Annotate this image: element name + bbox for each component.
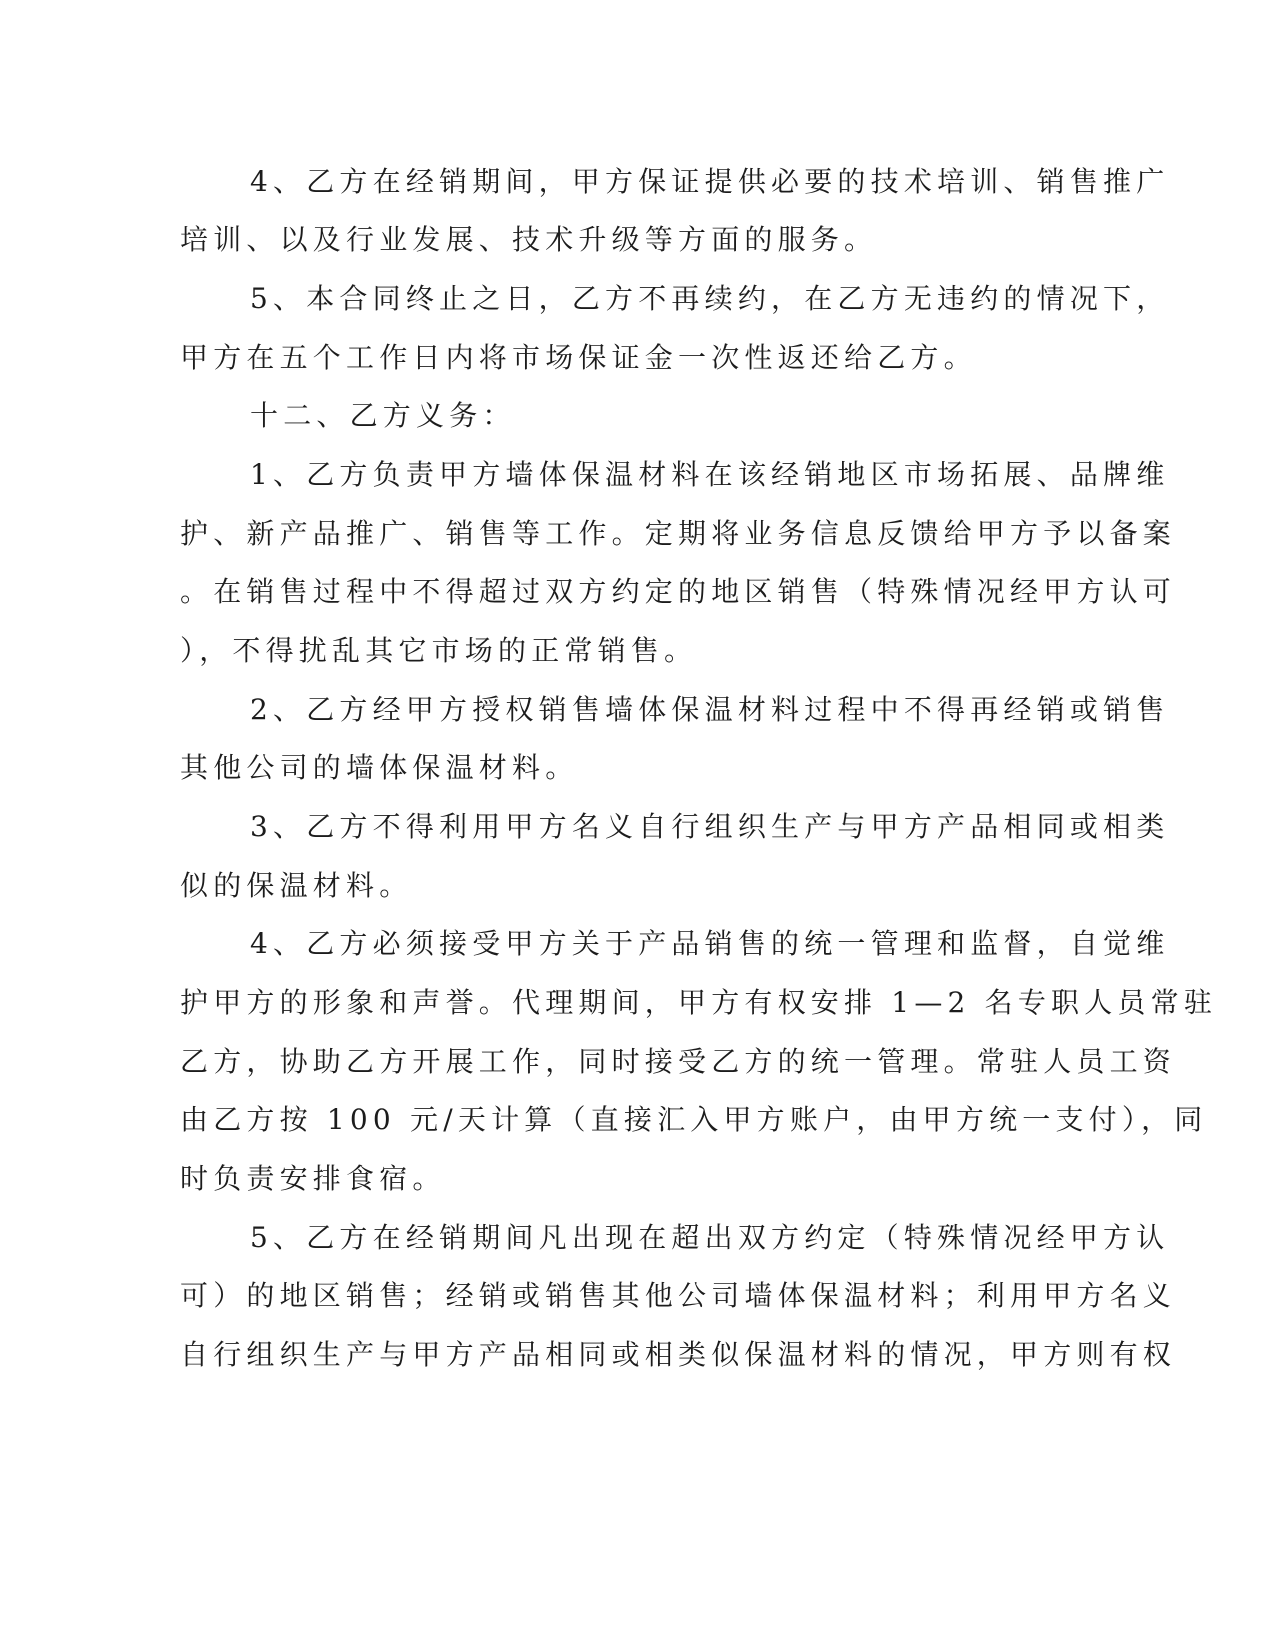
text-line: 5、乙方在经销期间凡出现在超出双方约定（特殊情况经甲方认 — [250, 1221, 1170, 1254]
text-line: 4、乙方必须接受甲方关于产品销售的统一管理和监督，自觉维 — [250, 927, 1170, 960]
text-line: 。在销售过程中不得超过双方约定的地区销售（特殊情况经甲方认可 — [180, 575, 1177, 608]
text-line: 3、乙方不得利用甲方名义自行组织生产与甲方产品相同或相类 — [250, 810, 1170, 843]
text-line: 由乙方按 100 元/天计算（直接汇入甲方账户，由甲方统一支付），同 — [180, 1103, 1208, 1136]
text-line: 其他公司的墙体保温材料。 — [180, 751, 579, 784]
text-line: 5、本合同终止之日，乙方不再续约，在乙方无违约的情况下， — [250, 282, 1170, 315]
text-line: 时负责安排食宿。 — [180, 1162, 446, 1195]
text-line: 1、乙方负责甲方墙体保温材料在该经销地区市场拓展、品牌维 — [250, 458, 1170, 491]
section-heading: 十二、乙方义务： — [250, 399, 516, 432]
text-line: 自行组织生产与甲方产品相同或相类似保温材料的情况，甲方则有权 — [180, 1338, 1177, 1371]
text-line: 护、新产品推广、销售等工作。定期将业务信息反馈给甲方予以备案 — [180, 517, 1177, 550]
text-line: 乙方，协助乙方开展工作，同时接受乙方的统一管理。常驻人员工资 — [180, 1045, 1177, 1078]
text-line: 甲方在五个工作日内将市场保证金一次性返还给乙方。 — [180, 341, 977, 374]
text-line: ），不得扰乱其它市场的正常销售。 — [180, 634, 698, 667]
text-line: 2、乙方经甲方授权销售墙体保温材料过程中不得再经销或销售 — [250, 693, 1170, 726]
text-line: 培训、以及行业发展、技术升级等方面的服务。 — [180, 223, 878, 256]
text-line: 4、乙方在经销期间，甲方保证提供必要的技术培训、销售推广 — [250, 165, 1170, 198]
text-line: 护甲方的形象和声誉。代理期间，甲方有权安排 1—2 名专职人员常驻 — [180, 986, 1218, 1019]
text-line: 似的保温材料。 — [180, 869, 413, 902]
text-line: 可）的地区销售；经销或销售其他公司墙体保温材料；利用甲方名义 — [180, 1279, 1177, 1312]
